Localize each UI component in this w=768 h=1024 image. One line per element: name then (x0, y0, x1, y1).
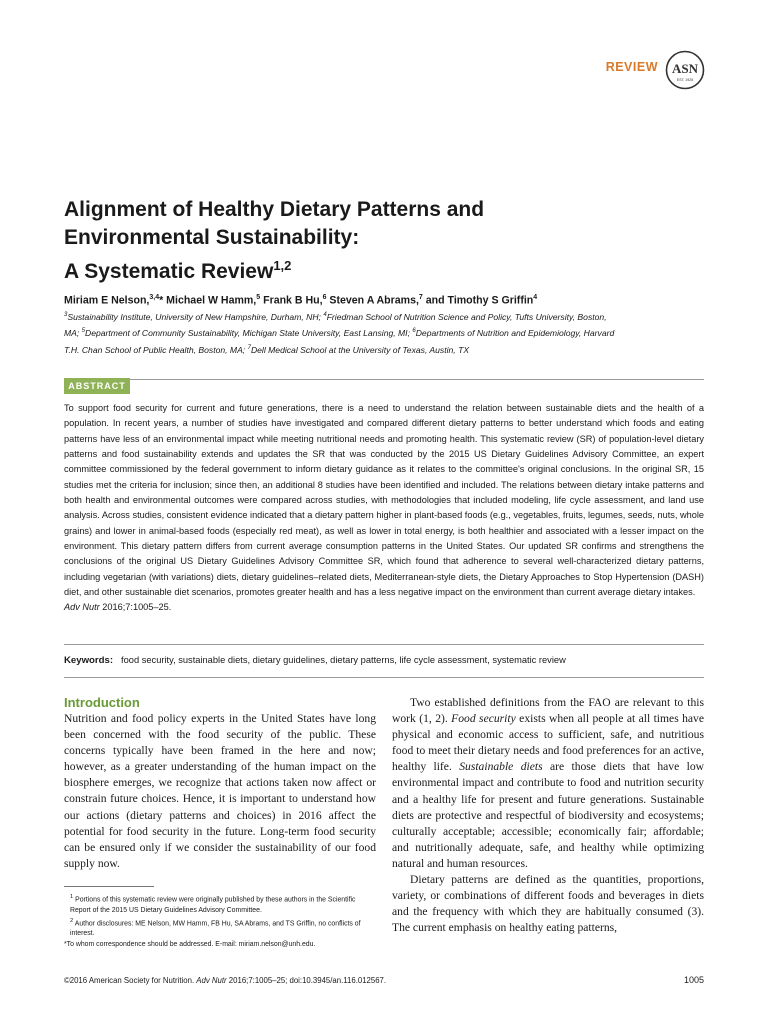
title-line-2: Environmental Sustainability: (64, 226, 360, 249)
author-name: Steven A Abrams, (326, 294, 419, 307)
affil-mark: 5 (81, 328, 86, 335)
keywords-divider-top (64, 644, 704, 645)
paragraph-text: Two established definitions from the FAO are relevant to this work (1, 2). (392, 696, 704, 726)
abstract-citation: 2016;7:1005–25. (99, 602, 172, 613)
author-affil: 4 (533, 294, 538, 301)
author-name: Miriam E Nelson, (64, 294, 150, 307)
author-affil: 6 (322, 294, 327, 301)
body-column-right (392, 695, 704, 936)
page-number: 1005 (683, 975, 704, 985)
affil-text: Departments of Nutrition and Epidemiology, Harvard (415, 328, 615, 339)
copyright-journal: Adv Nutr (196, 976, 227, 985)
article-title (64, 196, 624, 286)
affil-mark: 7 (247, 344, 251, 351)
author-affil: 3,4 (149, 294, 160, 301)
author-list (64, 294, 714, 307)
paragraph-text: exists when all people at all times have physical and economic access to sufficient, safe, and nutritious food to meet their dietary needs and food preferences for an active, healthy life. (392, 712, 704, 774)
term-food-security: Food security (451, 712, 516, 726)
paragraph-text: are those diets that have low environmental impact and contribute to food and nutrition security and a healthy life for present and future generations. Sustainable diets are protective and respectful of biodiversity and ecosystems; culturally acceptable; accessible; economically fair; affordable; and nutritionally adequate, safe, and healthy while optimizing natural and human resources. (392, 760, 704, 870)
affil-text: Department of Community Sustainability, Michigan State University, East Lansing, MI; (85, 328, 413, 339)
copyright-doi: 2016;7:1005–25; doi:10.3945/an.116.012567. (226, 976, 387, 985)
keywords-text: food security, sustainable diets, dietary guidelines, dietary patterns, life cycle assessment, systematic review (121, 655, 566, 665)
title-line-1: Alignment of Healthy Dietary Patterns and (64, 198, 485, 221)
affil-text: MA; (64, 328, 82, 339)
affiliation-line-2 (64, 324, 714, 340)
footnote-divider (64, 886, 154, 887)
title-footnote-marks: 1,2 (273, 258, 292, 273)
keywords-label: Keywords: (64, 655, 114, 666)
paragraph-dietary-patterns: Dietary patterns are defined as the quantities, proportions, variety, or combinations of different foods and beverages in diets and the frequency with which they are habitually consumed (3). The current emphasis on healthy eating patterns, (392, 873, 704, 935)
keywords-divider-bottom (64, 677, 704, 678)
asn-logo (665, 50, 705, 90)
author-affil: 7 (418, 294, 423, 301)
title-line-3-text: A Systematic Review (64, 260, 274, 283)
footnote-text: Author disclosures: ME Nelson, MW Hamm, FB Hu, SA Abrams, and TS Griffin, no conflicts of interest. (70, 920, 361, 938)
footnote-text: Portions of this systematic review were originally published by these authors in the Scientific Report of the 2015 US Dietary Guidelines Advisory Committee. (70, 896, 356, 914)
affil-text: Sustainability Institute, University of New Hampshire, Durham, NH; (67, 311, 324, 322)
keywords (64, 655, 704, 666)
corresponding-mark: * (159, 294, 164, 307)
abstract-citation-journal: Adv Nutr (64, 602, 100, 613)
intro-text: Nutrition and food policy experts in the United States have long been concerned with the food security of the public. These concerns typically have been framed in the here and now; however, as a greater understanding of the human impact on the biosphere emerges, we recognize that actions taken now affect or constrain future choices. Hence, it is important to understand how our actions (dietary patterns and choices) in 2016 affect the potential for food security in the future. Long-term food security can be ensured only if we consider the sustainability of our food supply now. (64, 712, 376, 870)
footnotes (64, 892, 376, 950)
logo-subtext: EST. 1928 (676, 78, 694, 82)
intro-paragraph (64, 711, 376, 872)
affil-mark: 6 (412, 328, 416, 335)
abstract-divider (64, 379, 704, 380)
abstract-label: ABSTRACT (64, 378, 130, 394)
footnote-2 (64, 916, 376, 940)
affiliations (64, 308, 714, 357)
footnote-mark: 1 (70, 894, 74, 900)
paragraph-definitions (392, 695, 704, 872)
logo-text: ASN (671, 61, 699, 76)
affil-mark: 3 (64, 312, 68, 318)
author-affil: 5 (256, 294, 261, 301)
abstract-body (64, 401, 704, 616)
section-heading-introduction: Introduction (64, 695, 140, 710)
author-name: Michael W Hamm, (163, 294, 257, 307)
author-name: and Timothy S Griffin (422, 294, 534, 307)
footnote-mark: 2 (70, 917, 74, 924)
title-line-3 (64, 252, 624, 286)
copyright-line (64, 976, 386, 985)
affil-text: Friedman School of Nutrition Science and Policy, Tufts University, Boston, (326, 311, 607, 322)
term-sustainable-diets: Sustainable diets (459, 760, 543, 774)
affil-text: Dell Medical School at the University of Texas, Austin, TX (250, 344, 470, 355)
section-label: REVIEW (605, 60, 658, 74)
affil-text: T.H. Chan School of Public Health, Boston, MA; (64, 344, 248, 355)
abstract-text: To support food security for current and future generations, there is a need to understand the relation between sustainable diets and the health of a population. In recent years, a number of studies have investigated and compared different dietary patterns to better understand which foods and eating patterns have less of an environmental impact while meeting nutritional needs and promoting health. This systematic review (SR) of population-level dietary patterns and food sustainability extends and updates the SR that was conducted by the 2015 US Dietary Guidelines Advisory Committee, an expert committee commissioned by the federal government to inform dietary guidance as it relates to the committee's original conclusions. In the original SR, 15 studies met the criteria for inclusion; since then, an additional 8 studies have been identified and included. The relations between dietary intake patterns and both health and environmental outcomes were compared across studies, with methodologies that included modeling, life cycle assessment, and land use analysis. Across studies, consistent evidence indicated that a dietary pattern higher in plant-based foods (e.g., vegetables, fruits, legumes, seeds, nuts, whole grains) and lower in animal-based foods (especially red meat), as well as lower in total energy, is both healthier and associated with a lesser impact on the environment. This dietary pattern differs from current average consumption patterns in the United States. Our updated SR confirms and strengthens the conclusions of the original US Dietary Guidelines Advisory Committee SR, which found that adherence to several well-characterized dietary patterns, including vegetarian (with variations) diets, dietary guidelines–related diets, Mediterranean-style diets, the Dietary Approaches to Stop Hypertension (DASH) diet, and other sustainable diet scenarios, promotes greater health and has a less negative impact on the environment than current average dietary intakes. (64, 403, 704, 598)
affiliation-line-3 (64, 341, 714, 357)
footnote-1 (64, 892, 376, 916)
copyright-text: ©2016 American Society for Nutrition. (64, 976, 197, 985)
footnote-correspondence: *To whom correspondence should be addressed. E-mail: miriam.nelson@unh.edu. (64, 940, 316, 948)
author-name: Frank B Hu, (260, 294, 323, 307)
affil-mark: 4 (323, 312, 327, 318)
affiliation-line-1 (64, 308, 714, 324)
